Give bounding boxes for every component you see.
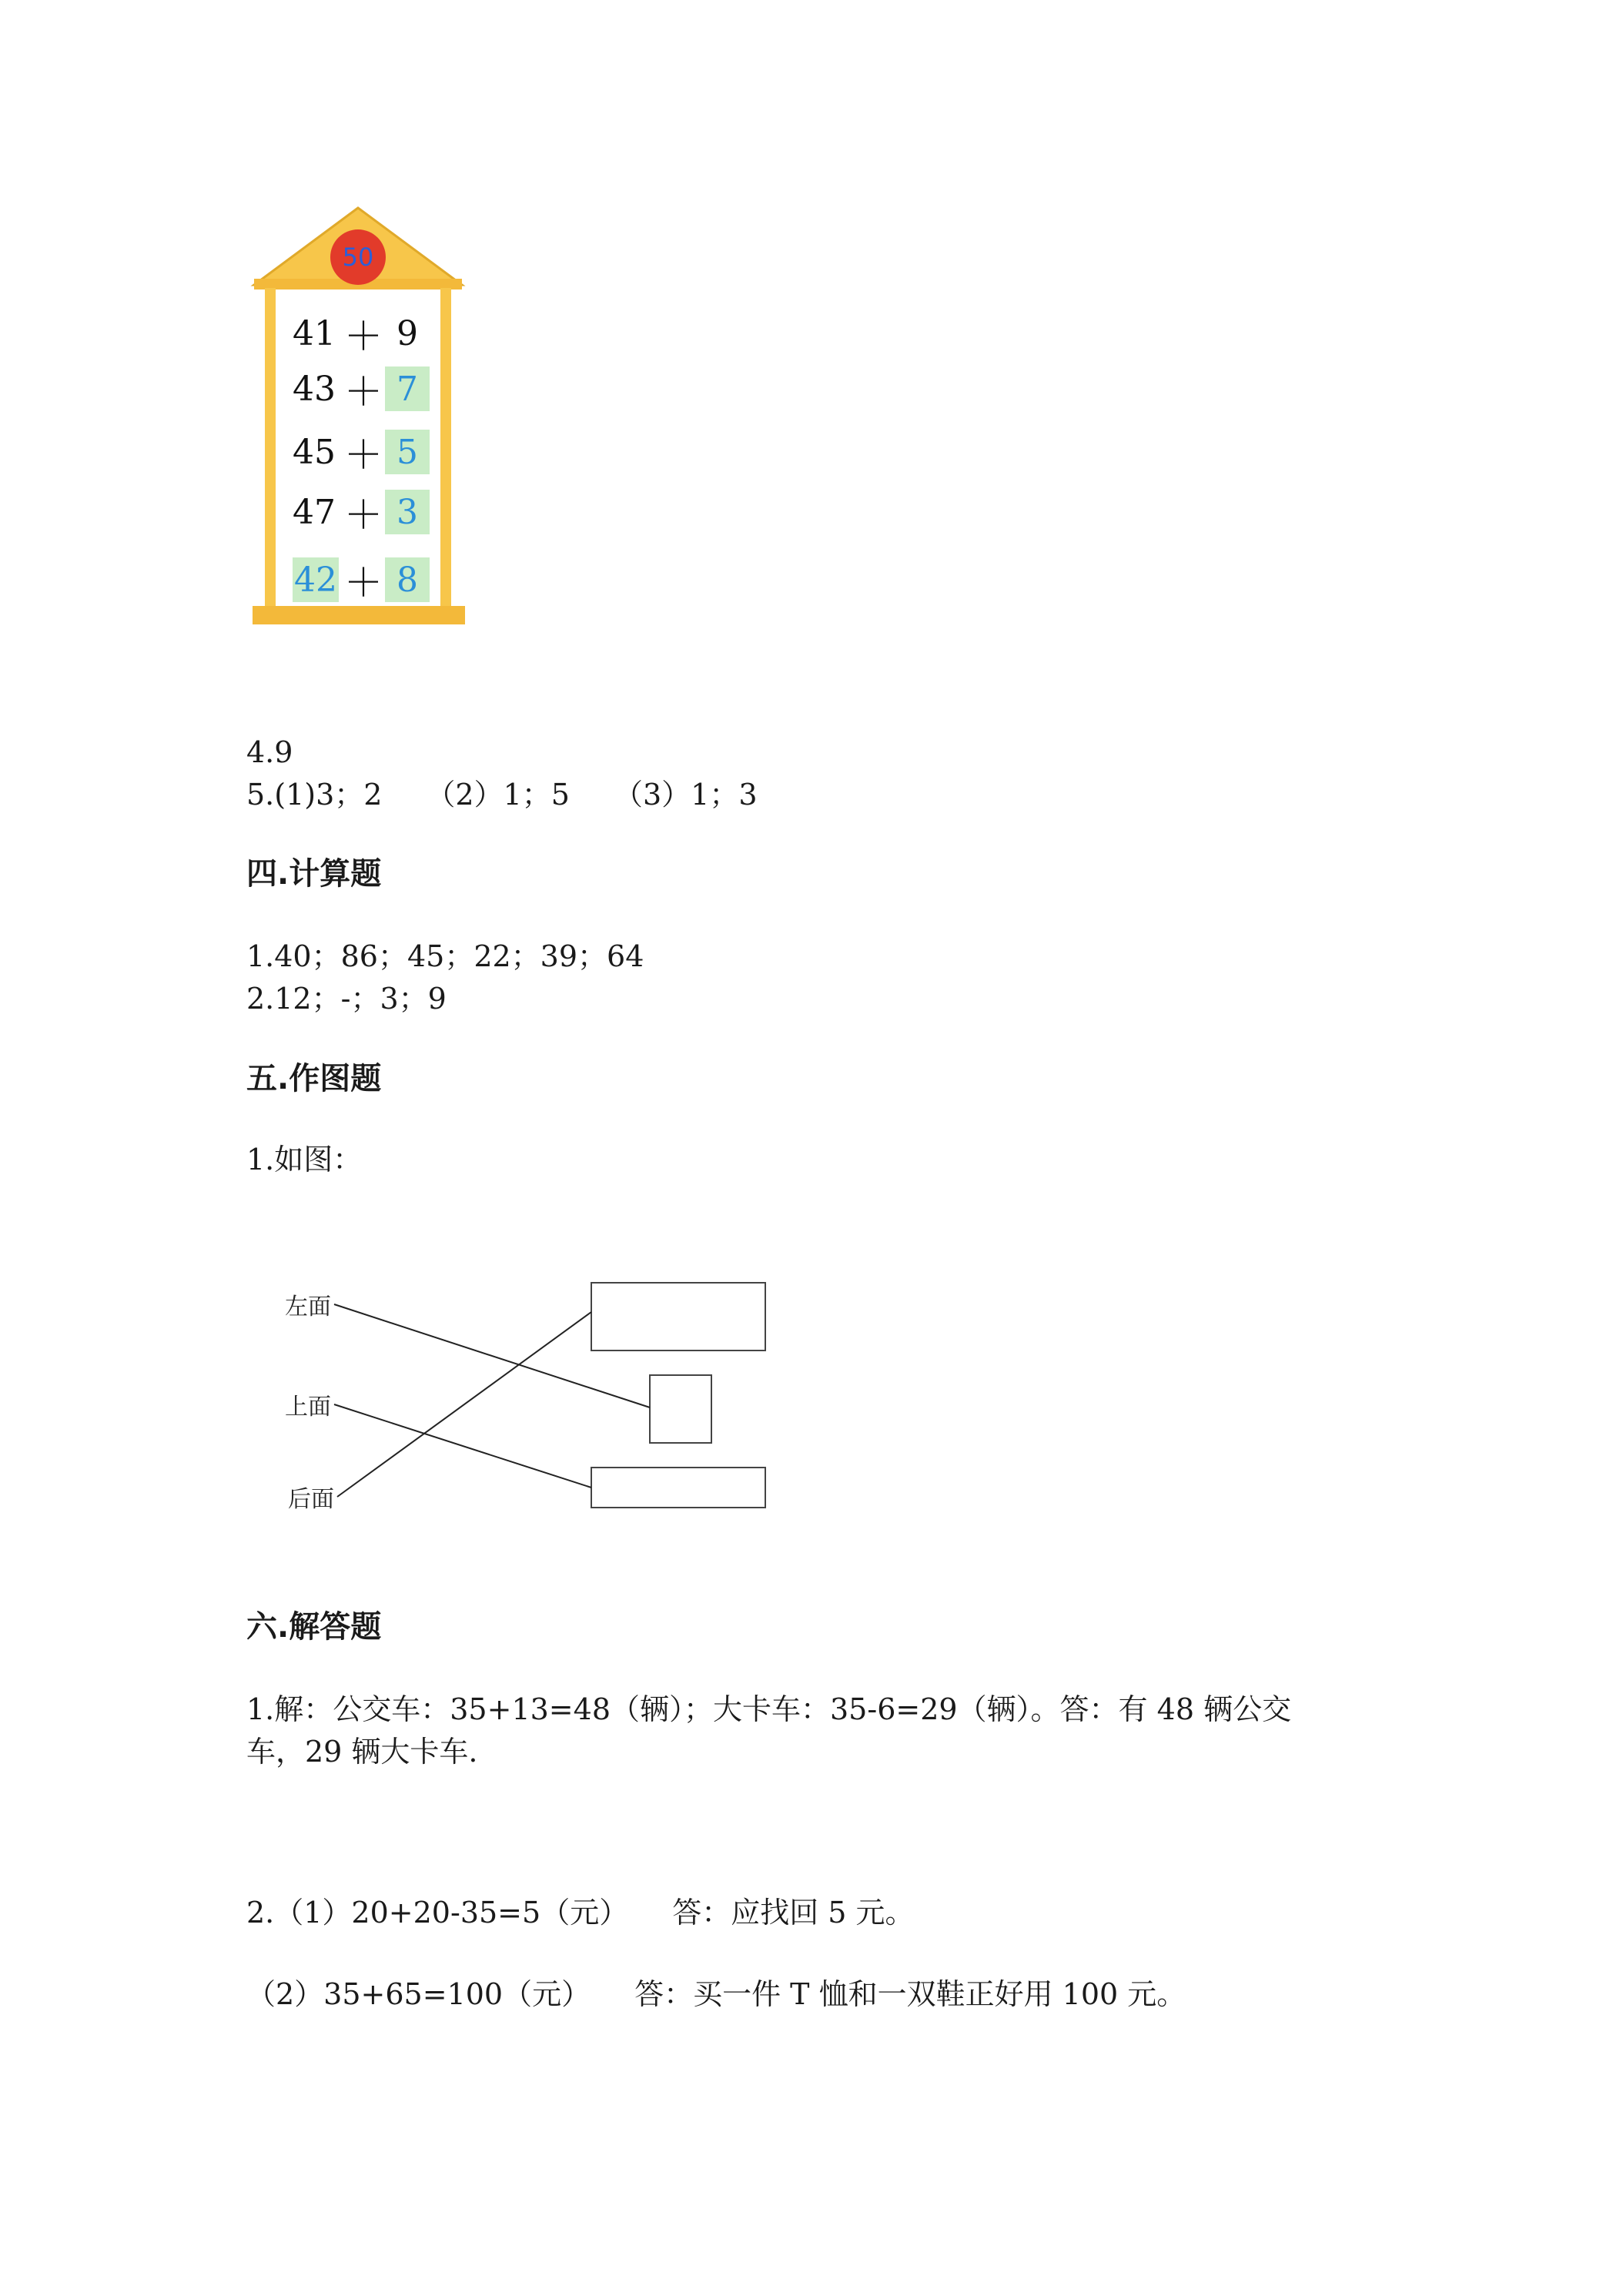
house-row-4 [293, 488, 430, 536]
answer-5-1: 1.如图： [246, 1143, 363, 1176]
label-back-view: 后面 [288, 1486, 334, 1513]
plus-sign: ＋ [344, 561, 383, 605]
label-left-view: 左面 [285, 1294, 331, 1320]
view-shape-square [650, 1375, 711, 1443]
plus-sign: ＋ [344, 493, 383, 537]
house-row-1 [293, 310, 430, 357]
plus-sign: ＋ [344, 370, 383, 414]
section-heading-4: 四.计算题 [246, 856, 382, 892]
addend-right: 9 [397, 313, 418, 353]
view-shape-flat [591, 1468, 765, 1508]
view-shape-wide [591, 1283, 765, 1350]
plus-sign: ＋ [344, 314, 383, 359]
section-heading-5: 五.作图题 [246, 1061, 382, 1096]
answer-4-2: 2.12；-；3；9 [246, 982, 447, 1016]
answer-box-left: 42 [293, 557, 339, 602]
answer-6-2-line2: （2）35+65=100（元） 答：买一件 T 恤和一双鞋正好用 100 元。 [246, 1977, 1186, 2011]
answer-6-2-line1: 2.（1）20+20-35=5（元） 答：应找回 5 元。 [246, 1896, 915, 1930]
line-back-to-wide [337, 1312, 591, 1497]
section-heading-6: 六.解答题 [246, 1609, 382, 1645]
addend-left: 43 [293, 369, 336, 409]
answer-3-5: 5.(1)3；2 （2）1；5 （3）1；3 [246, 778, 758, 812]
house-row-3 [293, 428, 430, 476]
roof-number: 50 [342, 243, 374, 272]
view-matching-diagram [246, 1232, 801, 1532]
addend-left: 45 [293, 432, 336, 472]
answer-box: 8 [385, 557, 430, 602]
answer-6-1-line1: 1.解：公交车：35+13=48（辆）；大卡车：35-6=29（辆）。答：有 48 辆公交 [246, 1692, 1292, 1726]
answer-6-1-line2: 车，29 辆大卡车. [246, 1735, 478, 1769]
house-row-2 [293, 365, 430, 413]
line-top-to-flat [334, 1404, 591, 1488]
plus-sign: ＋ [344, 433, 383, 477]
house-addition-figure [246, 202, 470, 641]
answer-box: 5 [385, 430, 430, 474]
answer-4-1: 1.40；86；45；22；39；64 [246, 939, 644, 973]
line-left-to-square [334, 1304, 650, 1407]
answer-box: 7 [385, 366, 430, 411]
label-top-view: 上面 [285, 1394, 331, 1421]
house-row-5 [293, 556, 430, 604]
answer-box: 3 [385, 490, 430, 534]
addend-left: 47 [293, 492, 336, 532]
addend-left: 41 [293, 313, 336, 353]
answer-3-4: 4.9 [246, 735, 293, 769]
